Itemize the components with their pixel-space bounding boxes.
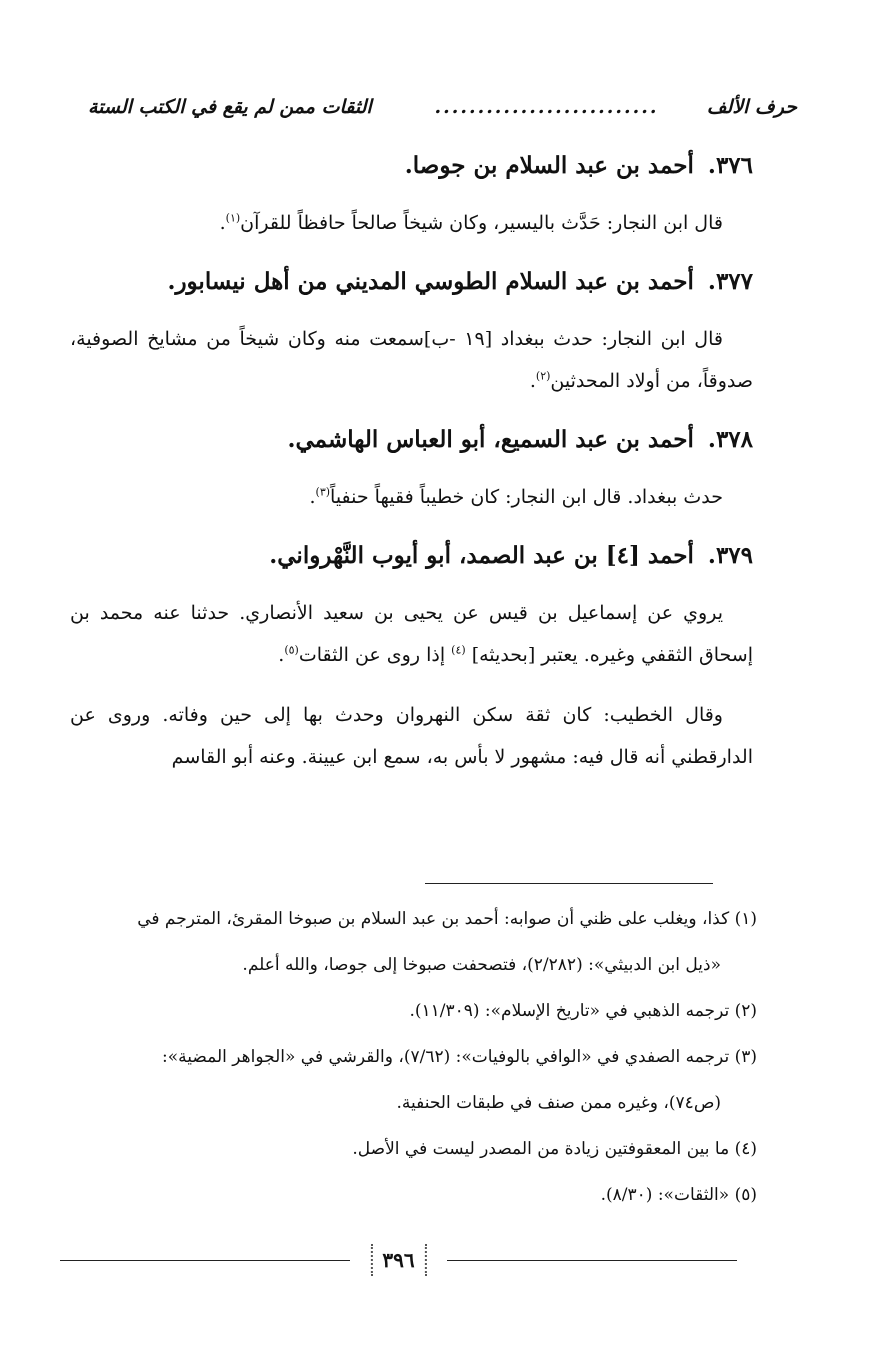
footnote-ref[interactable]: (٥) <box>284 643 299 657</box>
paragraph-text: قال ابن النجار: حَدَّث باليسير، وكان شيخاً صالحاً حافظاً للقرآن <box>240 212 723 234</box>
footnote <box>40 1034 757 1126</box>
footnote-ref[interactable]: (١) <box>225 211 241 225</box>
paragraph-tail: إذا روى عن الثقات <box>298 644 452 666</box>
page-number: ٣٩٦ <box>370 1244 426 1276</box>
entry-paragraph <box>70 592 753 676</box>
footnote-line: (٥) «الثقات»: (٨/٣٠). <box>600 1185 757 1205</box>
entry-paragraph <box>70 318 753 402</box>
main-text <box>70 146 753 796</box>
entry-number: ٣٧٦. <box>707 152 753 179</box>
footnote <box>40 1172 757 1218</box>
footnote-line: (١) كذا، ويغلب على ظني أن صوابه: أحمد بن عبد السلام بن صبوخا المقرئ، المترجم في <box>137 909 757 929</box>
paragraph-text: حدث ببغداد. قال ابن النجار: كان خطيباً فقيهاً حنفياً <box>330 486 723 508</box>
footnote-line-continued: «ذيل ابن الدبيثي»: (٢/٢٨٢)، فتصحفت صبوخا إلى جوصا، والله أعلم. <box>242 955 721 975</box>
footnote-line: (٣) ترجمه الصفدي في «الوافي بالوفيات»: (٧/٦٢)، والقرشي في «الجواهر المضية»: <box>162 1047 757 1067</box>
footnote-line: (٤) ما بين المعقوفتين زيادة من المصدر ليست في الأصل. <box>352 1139 757 1159</box>
paragraph-text: قال ابن النجار: حدث ببغداد [١٩ -ب]سمعت منه وكان شيخاً من مشايخ الصوفية، صدوقاً، من أولاد المحدثين <box>70 328 753 392</box>
footnote-line: (٢) ترجمه الذهبي في «تاريخ الإسلام»: (١١/٣٠٩). <box>409 1001 757 1021</box>
footer-rule-right <box>447 1260 737 1261</box>
paragraph-text: يروي عن إسماعيل بن قيس عن يحيى بن سعيد الأنصاري. حدثنا عنه محمد بن إسحاق الثقفي وغيره. يعتبر [بحديثه] <box>70 602 753 666</box>
footnote-ref[interactable]: (٢) <box>535 369 551 383</box>
entry-name: أحمد بن عبد السميع، أبو العباس الهاشمي. <box>287 426 694 453</box>
entry-title <box>70 262 753 302</box>
footnote <box>40 896 757 988</box>
paragraph-tail: . <box>278 644 285 666</box>
entry-number: ٣٧٨. <box>707 426 753 453</box>
footer-rule-left <box>60 1260 350 1261</box>
entry-paragraph <box>70 476 753 518</box>
entry-title <box>70 536 753 576</box>
entry-title <box>70 420 753 460</box>
paragraph-tail: . <box>219 212 226 234</box>
footnote-ref[interactable]: (٣) <box>315 485 331 499</box>
page-footer <box>60 1244 737 1284</box>
entry-number: ٣٧٩. <box>707 542 753 569</box>
footnote-divider <box>425 883 713 884</box>
entry-paragraph <box>70 694 753 778</box>
running-header <box>88 96 797 126</box>
footnote <box>40 988 757 1034</box>
paragraph-tail: . <box>309 486 316 508</box>
footnote <box>40 1126 757 1172</box>
paragraph-text: وقال الخطيب: كان ثقة سكن النهروان وحدث بها إلى حين وفاته. وروى عن الدارقطني أنه قال فيه: مشهور لا بأس به، سمع ابن عيينة. وعنه أبو القاسم <box>70 704 753 768</box>
paragraph-tail: . <box>529 370 536 392</box>
footnote-ref[interactable]: (٤) <box>451 643 466 657</box>
entry-name: أحمد بن عبد السلام بن جوصا. <box>404 152 694 179</box>
entry-title <box>70 146 753 186</box>
entry-paragraph <box>70 202 753 244</box>
chapter-title: حرف الألف <box>706 96 797 118</box>
entry-name: أحمد [٤] بن عبد الصمد، أبو أيوب النَّهْرواني. <box>269 542 694 569</box>
footnotes <box>40 896 757 1218</box>
footnote-line-continued: (ص٧٤)، وغيره ممن صنف في طبقات الحنفية. <box>396 1093 721 1113</box>
book-title: الثقات ممن لم يقع في الكتب الستة <box>88 96 372 118</box>
entry-name: أحمد بن عبد السلام الطوسي المديني من أهل نيسابور. <box>167 268 694 295</box>
entry-number: ٣٧٧. <box>707 268 753 295</box>
header-dots: .......................... <box>434 96 659 118</box>
